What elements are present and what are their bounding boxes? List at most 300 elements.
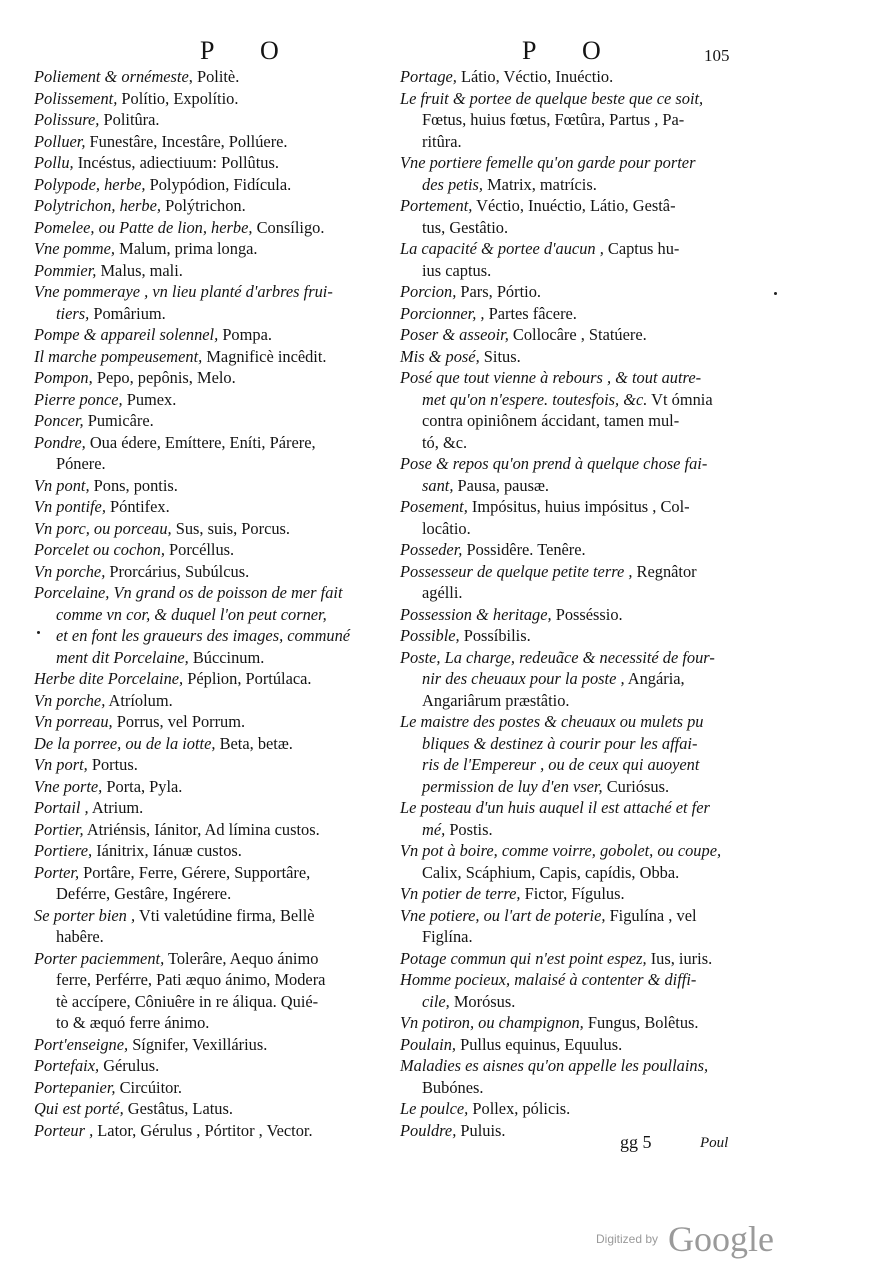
latin-definition: Matrix, matrícis. (483, 174, 597, 194)
french-term: Polluer, (34, 131, 86, 151)
dictionary-entry (400, 88, 752, 153)
latin-definition: Véctio, Inuéctio, Látio, Gestâ- (472, 196, 676, 215)
latin-definition: ritûra. (422, 131, 462, 151)
dictionary-entry (34, 389, 399, 411)
french-term: Polissement, (34, 88, 118, 108)
french-term: Vn pot à boire, comme voirre, gobolet, ou coupe, (400, 841, 722, 860)
french-term: Mis & posé, (400, 346, 480, 366)
entry-line (400, 238, 752, 260)
entry-line (400, 518, 752, 540)
entry-line (34, 604, 399, 626)
dictionary-entry (400, 883, 752, 905)
french-term: Vn pont, (34, 475, 90, 495)
entry-line (400, 991, 752, 1013)
entry-line (34, 453, 399, 475)
latin-definition: Atrium. (88, 798, 144, 817)
entry-line (34, 1012, 399, 1034)
french-term: Vn potiron, ou champignon, (400, 1013, 584, 1032)
latin-definition: Prorcárius, Subúlcus. (105, 561, 250, 581)
entry-line (34, 840, 399, 862)
page-number: 105 (704, 46, 730, 65)
french-term: Pouldre, (400, 1120, 457, 1140)
dictionary-entry (34, 1098, 399, 1120)
dictionary-entry (34, 1034, 399, 1056)
french-term: Vne pomme, (34, 239, 116, 258)
dictionary-entry (400, 625, 752, 647)
entry-line (400, 174, 752, 196)
entry-line (400, 969, 752, 991)
entry-line (34, 518, 399, 540)
dictionary-entry (34, 862, 399, 905)
latin-definition: Pars, Pórtio. (456, 282, 541, 301)
latin-definition: Fictor, Fígulus. (520, 884, 625, 903)
entry-line (400, 668, 752, 690)
entry-line (34, 991, 399, 1013)
entry-line (400, 625, 752, 647)
french-term: Vne portiere femelle qu'on garde pour porter (400, 153, 696, 172)
entry-line (34, 346, 399, 368)
latin-definition: Deférre, Gestâre, Ingérere. (56, 884, 232, 903)
latin-definition: Porta, Pyla. (102, 776, 183, 796)
entry-line (400, 324, 752, 346)
latin-definition: Possidêre. Tenêre. (462, 540, 586, 559)
dictionary-entry (400, 948, 752, 970)
latin-definition: Magnificè incêdit. (202, 346, 327, 366)
latin-definition: Péplion, Portúlaca. (183, 669, 312, 688)
entry-line (34, 410, 399, 432)
entry-line (34, 174, 399, 196)
dictionary-entry (34, 475, 399, 497)
french-term: mé, (422, 819, 446, 839)
french-term: Vne pommeraye , vn lieu planté d'arbres frui- (34, 282, 333, 301)
french-term: Se porter bien , (34, 905, 136, 925)
dictionary-entry (34, 819, 399, 841)
dictionary-entry (34, 109, 399, 131)
french-term: cile, (422, 991, 450, 1011)
french-term: Vn pontife, (34, 497, 106, 516)
entry-line (34, 862, 399, 884)
entry-line (400, 840, 752, 862)
latin-definition: Atríolum. (105, 690, 173, 710)
latin-definition: contra opiniônem áccidant, tamen mul- (422, 411, 680, 430)
french-term: Portement, (400, 196, 473, 215)
latin-definition: Pompa. (218, 325, 272, 344)
latin-definition: Pons, pontis. (89, 475, 178, 495)
dictionary-entry (400, 303, 752, 325)
right-column (400, 66, 752, 1141)
latin-definition: agélli. (422, 583, 463, 602)
french-term: Vn potier de terre, (400, 884, 521, 903)
entry-line (34, 711, 399, 733)
latin-definition: Polýtrichon. (161, 196, 246, 215)
latin-definition: Captus hu- (603, 239, 680, 258)
latin-definition: Posséssio. (551, 604, 623, 624)
french-term: Poncer, (34, 411, 84, 430)
latin-definition: Pollex, pólicis. (468, 1099, 571, 1118)
ink-dot (37, 631, 40, 634)
latin-definition: Látio, Véctio, Inuéctio. (456, 67, 614, 86)
entry-line (34, 131, 399, 153)
latin-definition: Portus. (87, 755, 138, 774)
dictionary-entry (400, 797, 752, 840)
dictionary-entry (400, 969, 752, 1012)
dictionary-entry (34, 582, 399, 668)
french-term: La capacité & portee d'aucun , (400, 239, 604, 258)
french-term: Pondre, (34, 432, 86, 452)
dictionary-entry (34, 733, 399, 755)
latin-definition: Pullus equinus, Equulus. (456, 1034, 623, 1054)
french-term: Posseder, (400, 540, 463, 559)
latin-definition: Portâre, Ferre, Gérere, Supportâre, (79, 862, 311, 882)
latin-definition: Malus, mali. (96, 260, 183, 280)
french-term: Poste, La charge, redeuãce & necessité de four- (400, 647, 715, 667)
latin-definition: Regnâtor (632, 561, 697, 581)
french-term: Possible, (400, 626, 460, 645)
latin-definition: Vti valetúdine firma, Bellè (135, 905, 315, 925)
dictionary-entry (34, 518, 399, 540)
dictionary-entry (34, 66, 399, 88)
latin-definition: Búccinum. (188, 647, 265, 667)
entry-line (34, 238, 399, 260)
dictionary-entry (34, 367, 399, 389)
french-term: Porter paciemment, (34, 948, 165, 968)
entry-line (34, 625, 399, 647)
right-running-head: P O (522, 36, 621, 65)
entry-line (400, 926, 752, 948)
latin-definition: Ius, iuris. (646, 948, 713, 968)
dictionary-entry (400, 324, 752, 346)
latin-definition: habêre. (56, 927, 104, 946)
latin-definition: Impósitus, huius impósitus , Col- (467, 497, 690, 516)
latin-definition: Consíligo. (252, 217, 325, 237)
entry-line (34, 926, 399, 948)
entry-line (34, 647, 399, 669)
dictionary-entry (34, 346, 399, 368)
french-term: met qu'on n'espere. toutesfois, &c. (422, 389, 648, 409)
dictionary-entry (400, 711, 752, 797)
dictionary-entry (400, 539, 752, 561)
latin-definition: Partes fâcere. (484, 303, 577, 323)
entry-line (34, 733, 399, 755)
watermark-prefix: Digitized by (596, 1232, 659, 1246)
latin-definition: Fungus, Bolêtus. (583, 1013, 699, 1032)
latin-definition: Oua édere, Emíttere, Eníti, Párere, (85, 432, 316, 452)
entry-line (400, 862, 752, 884)
dictionary-entry (34, 217, 399, 239)
entry-line (34, 324, 399, 346)
left-column (34, 66, 399, 1141)
latin-definition: Vt ómnia (647, 389, 713, 409)
french-term: bliques & destinez à courir pour les affai- (422, 733, 698, 753)
french-term: Porcionner, , (400, 303, 485, 323)
latin-definition: ferre, Perférre, Pati æquo ánimo, Modera (56, 970, 326, 989)
french-term: nir des cheuaux pour la poste , (422, 669, 625, 688)
french-term: comme vn cor, & duquel l'on peut corner, (56, 604, 327, 624)
entry-line (34, 690, 399, 712)
latin-definition: Pausa, pausæ. (453, 475, 550, 495)
french-term: Pierre ponce, (34, 389, 123, 409)
french-term: Portail , (34, 798, 89, 817)
entry-line (400, 346, 752, 368)
entry-line (34, 797, 399, 819)
entry-line (400, 883, 752, 905)
french-term: Porteur , (34, 1120, 94, 1140)
entry-line (34, 819, 399, 841)
entry-line (34, 152, 399, 174)
catchword: Poul (700, 1135, 729, 1151)
entry-line (34, 776, 399, 798)
latin-definition: Curiósus. (602, 776, 670, 796)
dictionary-entry (34, 561, 399, 583)
entry-line (400, 1012, 752, 1034)
latin-definition: Calix, Scáphium, Capis, capídis, Obba. (422, 862, 680, 882)
dictionary-entry (34, 948, 399, 1034)
latin-definition: Polypódion, Fidícula. (145, 174, 292, 194)
dictionary-entry (400, 367, 752, 453)
latin-definition: Postis. (445, 819, 493, 839)
entry-line (34, 475, 399, 497)
dictionary-entry (34, 174, 399, 196)
latin-definition: Gérulus. (99, 1056, 160, 1075)
latin-definition: , Politè. (188, 67, 240, 86)
google-watermark (596, 1218, 774, 1260)
latin-definition: ius captus. (422, 260, 492, 280)
entry-line (34, 969, 399, 991)
entry-line (34, 561, 399, 583)
french-term: Porcelet ou cochon, (34, 540, 165, 559)
dictionary-entry (400, 1034, 752, 1056)
entry-line (400, 539, 752, 561)
latin-definition: Funestâre, Incestâre, Pollúere. (85, 131, 288, 151)
signature-mark: gg 5 (620, 1132, 652, 1152)
french-term: Il marche pompeusement, (34, 346, 203, 366)
entry-line (400, 776, 752, 798)
french-term: Pomelee, ou Patte de lion, herbe, (34, 217, 253, 237)
dictionary-entry (34, 238, 399, 260)
entry-line (34, 948, 399, 970)
latin-definition: tè accípere, Côniuêre in re áliqua. Quié- (56, 991, 319, 1011)
latin-definition: Porrus, vel Porrum. (112, 712, 246, 731)
french-term: Herbe dite Porcelaine, (34, 669, 184, 688)
dictionary-entry (34, 840, 399, 862)
french-term: Polypode, herbe, (34, 174, 146, 194)
entry-line (400, 367, 752, 389)
dictionary-entry (34, 690, 399, 712)
dictionary-entry (34, 131, 399, 153)
latin-definition: Morósus. (449, 991, 516, 1011)
entry-line (400, 432, 752, 454)
french-term: ment dit Porcelaine, (56, 647, 189, 667)
latin-definition: Atriénsis, Iánitor, Ad límina custos. (83, 819, 320, 839)
entry-line (34, 1055, 399, 1077)
french-term: Pompon, (34, 368, 93, 387)
dictionary-entry (34, 88, 399, 110)
entry-line (34, 754, 399, 776)
entry-line (34, 883, 399, 905)
dictionary-entry (34, 1120, 399, 1142)
french-term: Portiere, (34, 841, 93, 860)
latin-definition: Bubónes. (422, 1077, 484, 1097)
french-term: Qui est porté, (34, 1099, 124, 1118)
latin-definition: Gestâtus, Latus. (123, 1099, 233, 1118)
entry-line (400, 797, 752, 819)
latin-definition: Angariârum præstâtio. (422, 690, 570, 710)
french-term: Vn port, (34, 755, 88, 774)
dictionary-entry (400, 561, 752, 604)
dictionary-entry (400, 647, 752, 712)
dictionary-entry (34, 152, 399, 174)
french-term: Posement, (400, 497, 468, 516)
latin-definition: Pomârium. (89, 303, 166, 323)
entry-line (400, 453, 752, 475)
dictionary-entry (400, 238, 752, 281)
latin-definition: Circúitor. (115, 1077, 182, 1097)
entry-line (34, 217, 399, 239)
entry-line (34, 496, 399, 518)
french-term: permission de luy d'en vser, (422, 776, 603, 796)
french-term: Pollu, (34, 153, 74, 172)
entry-line (34, 1098, 399, 1120)
entry-line (400, 561, 752, 583)
latin-definition: Iánitrix, Iánuæ custos. (92, 841, 242, 860)
latin-definition: Fœtus, huius fœtus, Fœtûra, Partus , Pa- (422, 110, 685, 129)
entry-line (400, 475, 752, 497)
entry-line (400, 389, 752, 411)
dictionary-entry (34, 754, 399, 776)
entry-line (400, 647, 752, 669)
latin-definition: Malum, prima longa. (115, 239, 258, 258)
latin-definition: Pónere. (56, 454, 106, 473)
french-term: Poulain, (400, 1034, 456, 1054)
dictionary-entry (400, 281, 752, 303)
latin-definition: Póntifex. (105, 497, 170, 516)
entry-line (34, 1120, 399, 1142)
french-term: Homme pocieux, malaisé à contenter & diffi- (400, 970, 697, 989)
latin-definition: Pepo, pepônis, Melo. (92, 368, 236, 387)
entry-line (34, 303, 399, 325)
latin-definition: to & æquó ferre ánimo. (56, 1013, 210, 1032)
dictionary-entry (34, 797, 399, 819)
dictionary-entry (34, 776, 399, 798)
entry-line (400, 819, 752, 841)
dictionary-entry (400, 840, 752, 883)
entry-line (400, 109, 752, 131)
entry-line (400, 131, 752, 153)
ink-dot (774, 292, 777, 295)
french-term: sant, (422, 475, 454, 495)
dictionary-entry (34, 195, 399, 217)
entry-line (34, 668, 399, 690)
entry-line (400, 1055, 752, 1077)
entry-line (400, 260, 752, 282)
dictionary-entry (34, 260, 399, 282)
entry-line (400, 1077, 752, 1099)
dictionary-entry (400, 1012, 752, 1034)
french-term: Portefaix, (34, 1056, 100, 1075)
dictionary-entry (34, 905, 399, 948)
french-term: ris de l'Empereur , ou de ceux qui auoyent (422, 755, 700, 774)
latin-definition: Beta, betæ. (215, 733, 293, 753)
entry-line (400, 690, 752, 712)
french-term: Vn porreau, (34, 712, 113, 731)
french-term: Porcion, (400, 282, 457, 301)
french-term: Poliement & ornémeste (34, 67, 189, 86)
latin-definition: Sígnifer, Vexillárius. (128, 1034, 268, 1054)
entry-line (34, 389, 399, 411)
entry-line (400, 1098, 752, 1120)
french-term: Le fruit & portee de quelque beste que ce soit, (400, 88, 704, 108)
entry-line (34, 66, 399, 88)
french-term: Portage, (400, 67, 457, 86)
entry-line (34, 539, 399, 561)
entry-line (400, 303, 752, 325)
dictionary-entry (400, 604, 752, 626)
entry-line (400, 66, 752, 88)
dictionary-entry (400, 195, 752, 238)
dictionary-entry (400, 905, 752, 948)
entry-line (400, 410, 752, 432)
dictionary-entry (34, 281, 399, 324)
dictionary-entry (34, 668, 399, 690)
entry-line (400, 88, 752, 110)
french-term: Potage commun qui n'est point espez, (400, 948, 647, 968)
latin-definition: Puluis. (456, 1120, 506, 1140)
dictionary-entry (400, 1055, 752, 1098)
dictionary-entry (34, 496, 399, 518)
french-term: Possesseur de quelque petite terre , (400, 561, 633, 581)
dictionary-entry (400, 152, 752, 195)
latin-definition: Figulína , vel (605, 905, 697, 925)
latin-definition: Incéstus, adiectiuum: Pollûtus. (73, 153, 279, 172)
french-term: Portier, (34, 819, 84, 839)
google-logo: Google (668, 1219, 775, 1259)
french-term: Vn porc, ou porceau, (34, 518, 172, 538)
french-term: Vn porche, (34, 561, 106, 581)
entry-line (400, 754, 752, 776)
dictionary-entry (400, 496, 752, 539)
entry-line (400, 711, 752, 733)
latin-definition: tó, &c. (422, 432, 468, 452)
latin-definition: Possíbilis. (459, 626, 531, 645)
entry-line (34, 195, 399, 217)
latin-definition: Situs. (479, 346, 521, 366)
entry-line (34, 905, 399, 927)
entry-line (400, 604, 752, 626)
french-term: Porter, (34, 862, 80, 882)
entry-line (400, 1034, 752, 1056)
latin-definition: Politûra. (99, 110, 160, 129)
entry-line (400, 496, 752, 518)
french-term: Pommier, (34, 260, 97, 280)
entry-line (400, 152, 752, 174)
french-term: Le poulce, (400, 1099, 469, 1118)
french-term: Vne porte, (34, 776, 103, 796)
dictionary-entry (34, 410, 399, 432)
entry-line (34, 88, 399, 110)
latin-definition: Polítio, Expolítio. (117, 88, 239, 108)
latin-definition: Tolerâre, Aequo ánimo (164, 948, 319, 968)
french-term: De la porree, ou de la iotte, (34, 733, 216, 753)
latin-definition: locâtio. (422, 518, 471, 538)
dictionary-entry (400, 66, 752, 88)
latin-definition: Pumex. (122, 389, 177, 409)
french-term: Poser & asseoir, (400, 325, 509, 344)
entry-line (34, 109, 399, 131)
latin-definition: Sus, suis, Porcus. (171, 518, 291, 538)
dictionary-entry (34, 539, 399, 561)
french-term: et en font les graueurs des images, communé (56, 626, 351, 645)
dictionary-entry (400, 1098, 752, 1120)
